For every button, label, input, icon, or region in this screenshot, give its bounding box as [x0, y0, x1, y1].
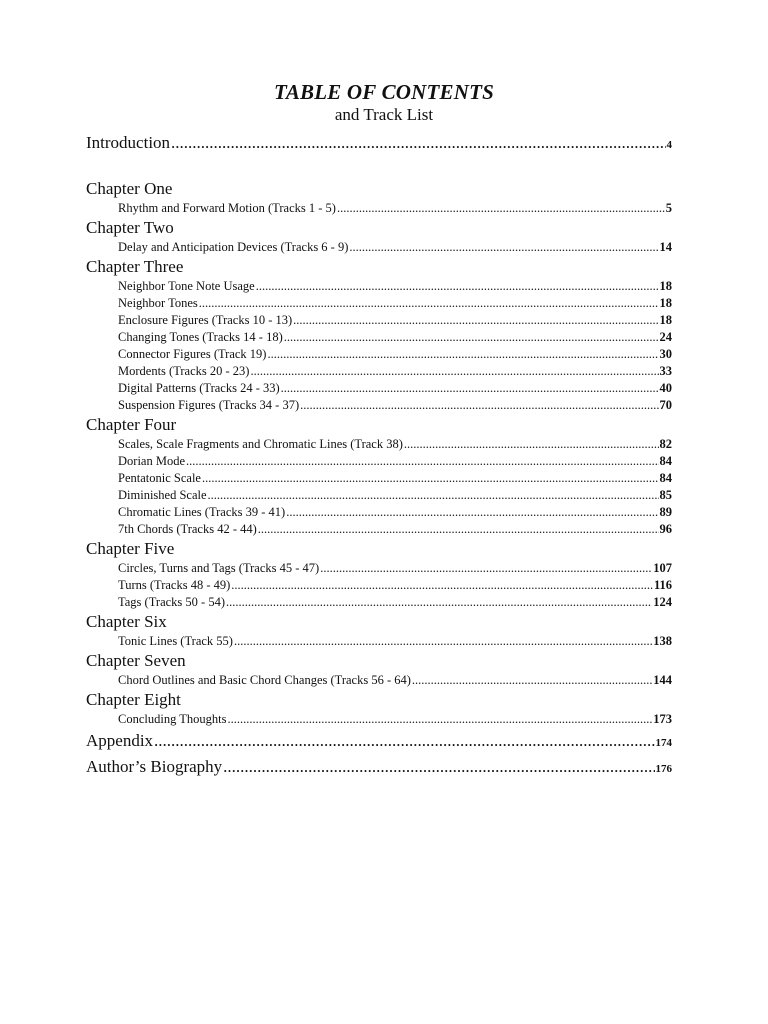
- entry-page: 4: [666, 139, 672, 151]
- chapter-heading[interactable]: Chapter Six: [86, 612, 167, 631]
- entry-page: 33: [659, 364, 672, 378]
- entry-label: Rhythm and Forward Motion (Tracks 1 - 5): [118, 201, 336, 215]
- entry-page: 82: [659, 437, 672, 451]
- toc-entry[interactable]: [86, 453, 672, 470]
- entry-label: Chord Outlines and Basic Chord Changes (Tracks 56 - 64): [118, 673, 411, 687]
- toc-title: TABLE OF CONTENTS: [273, 80, 495, 104]
- entry-page: 14: [659, 240, 672, 254]
- entry-label: Tags (Tracks 50 - 54): [118, 595, 225, 609]
- dot-leader: [199, 295, 659, 312]
- entry-label: Enclosure Figures (Tracks 10 - 13): [118, 313, 293, 327]
- entry-label: Scales, Scale Fragments and Chromatic Lines (Track 38): [118, 437, 403, 451]
- toc-entry[interactable]: [86, 278, 672, 295]
- entry-label: Diminished Scale: [118, 488, 207, 502]
- entry-page: 107: [653, 561, 672, 575]
- entry-label: Tonic Lines (Track 55): [118, 634, 233, 648]
- entry-page: 116: [653, 578, 672, 592]
- entry-page: 84: [659, 454, 672, 468]
- entry-label: Neighbor Tones: [118, 296, 198, 310]
- dot-leader: [320, 560, 652, 577]
- entry-label: Concluding Thoughts: [118, 712, 227, 726]
- chapter-heading[interactable]: Chapter Seven: [86, 651, 186, 670]
- toc-entry[interactable]: [86, 346, 672, 363]
- entry-label: Neighbor Tone Note Usage: [118, 279, 255, 293]
- toc-entry[interactable]: [86, 380, 672, 397]
- entry-page: 18: [659, 313, 672, 327]
- toc-entry[interactable]: [86, 312, 672, 329]
- entry-label: Appendix: [86, 731, 154, 750]
- entry-label: Connector Figures (Track 19): [118, 347, 267, 361]
- dot-leader: [286, 504, 658, 521]
- entry-label: Mordents (Tracks 20 - 23): [118, 364, 250, 378]
- entry-page: 5: [665, 201, 672, 215]
- entry-label: Pentatonic Scale: [118, 471, 201, 485]
- entry-page: 144: [653, 673, 672, 687]
- toc-entry[interactable]: [86, 504, 672, 521]
- dot-leader: [226, 594, 652, 611]
- entry-label: Delay and Anticipation Devices (Tracks 6 - 9): [118, 240, 349, 254]
- entry-label: Circles, Turns and Tags (Tracks 45 - 47): [118, 561, 320, 575]
- dot-leader: [267, 346, 658, 363]
- spacer: [86, 156, 672, 178]
- dot-leader: [300, 397, 658, 414]
- dot-leader: [186, 453, 659, 470]
- entry-label: Chromatic Lines (Tracks 39 - 41): [118, 505, 286, 519]
- toc-entry[interactable]: [86, 397, 672, 414]
- dot-leader: [250, 363, 658, 380]
- entry-page: 18: [659, 279, 672, 293]
- chapter-heading[interactable]: Chapter One: [86, 179, 173, 198]
- table-of-contents: [86, 130, 672, 780]
- dot-leader: [208, 487, 659, 504]
- entry-page: 85: [659, 488, 672, 502]
- toc-entry[interactable]: [86, 363, 672, 380]
- toc-entry[interactable]: [86, 633, 672, 650]
- dot-leader: [258, 521, 659, 538]
- chapter-heading[interactable]: Chapter Two: [86, 218, 174, 237]
- toc-entry[interactable]: [86, 295, 672, 312]
- dot-leader: [293, 312, 658, 329]
- toc-entry[interactable]: [86, 560, 672, 577]
- chapter-heading[interactable]: Chapter Eight: [86, 690, 181, 709]
- toc-entry[interactable]: [86, 594, 672, 611]
- dot-leader: [256, 278, 659, 295]
- dot-leader: [412, 672, 652, 689]
- entry-page: 176: [655, 763, 672, 775]
- entry-label: Introduction: [86, 133, 171, 152]
- dot-leader: [231, 577, 653, 594]
- entry-label: Turns (Tracks 48 - 49): [118, 578, 231, 592]
- toc-entry[interactable]: [86, 436, 672, 453]
- entry-label: Digital Patterns (Tracks 24 - 33): [118, 381, 280, 395]
- toc-entry[interactable]: [86, 711, 672, 728]
- chapter-heading[interactable]: Chapter Five: [86, 539, 175, 558]
- entry-page: 40: [659, 381, 672, 395]
- entry-page: 173: [653, 712, 672, 726]
- toc-entry[interactable]: [86, 329, 672, 346]
- dot-leader: [227, 711, 652, 728]
- chapter-list: [86, 178, 672, 728]
- toc-entry[interactable]: [86, 470, 672, 487]
- toc-entry-biography[interactable]: [86, 754, 672, 780]
- entry-page: 30: [659, 347, 672, 361]
- dot-leader: [223, 754, 654, 780]
- entry-page: 124: [653, 595, 672, 609]
- entry-label: Suspension Figures (Tracks 34 - 37): [118, 398, 300, 412]
- toc-subtitle: and Track List: [334, 105, 434, 124]
- toc-entry[interactable]: [86, 200, 672, 217]
- chapter-heading[interactable]: Chapter Four: [86, 415, 177, 434]
- dot-leader: [337, 200, 665, 217]
- toc-entry[interactable]: [86, 239, 672, 256]
- entry-page: 84: [659, 471, 672, 485]
- dot-leader: [234, 633, 652, 650]
- toc-entry[interactable]: [86, 487, 672, 504]
- entry-label: Changing Tones (Tracks 14 - 18): [118, 330, 283, 344]
- toc-entry[interactable]: [86, 577, 672, 594]
- dot-leader: [154, 728, 654, 754]
- entry-label: Author’s Biography: [86, 757, 223, 776]
- dot-leader: [404, 436, 659, 453]
- dot-leader: [349, 239, 658, 256]
- chapter-heading[interactable]: Chapter Three: [86, 257, 184, 276]
- dot-leader: [281, 380, 659, 397]
- entry-page: 18: [659, 296, 672, 310]
- entry-page: 138: [653, 634, 672, 648]
- entry-page: 24: [659, 330, 672, 344]
- dot-leader: [284, 329, 659, 346]
- entry-page: 70: [659, 398, 672, 412]
- dot-leader: [202, 470, 659, 487]
- toc-entry[interactable]: [86, 521, 672, 538]
- dot-leader: [171, 130, 665, 156]
- toc-entry[interactable]: [86, 672, 672, 689]
- entry-label: 7th Chords (Tracks 42 - 44): [118, 522, 257, 536]
- entry-page: 174: [655, 737, 672, 749]
- entry-label: Dorian Mode: [118, 454, 185, 468]
- entry-page: 96: [659, 522, 672, 536]
- entry-page: 89: [659, 505, 672, 519]
- toc-entry-introduction[interactable]: [86, 130, 672, 156]
- toc-entry-appendix[interactable]: [86, 728, 672, 754]
